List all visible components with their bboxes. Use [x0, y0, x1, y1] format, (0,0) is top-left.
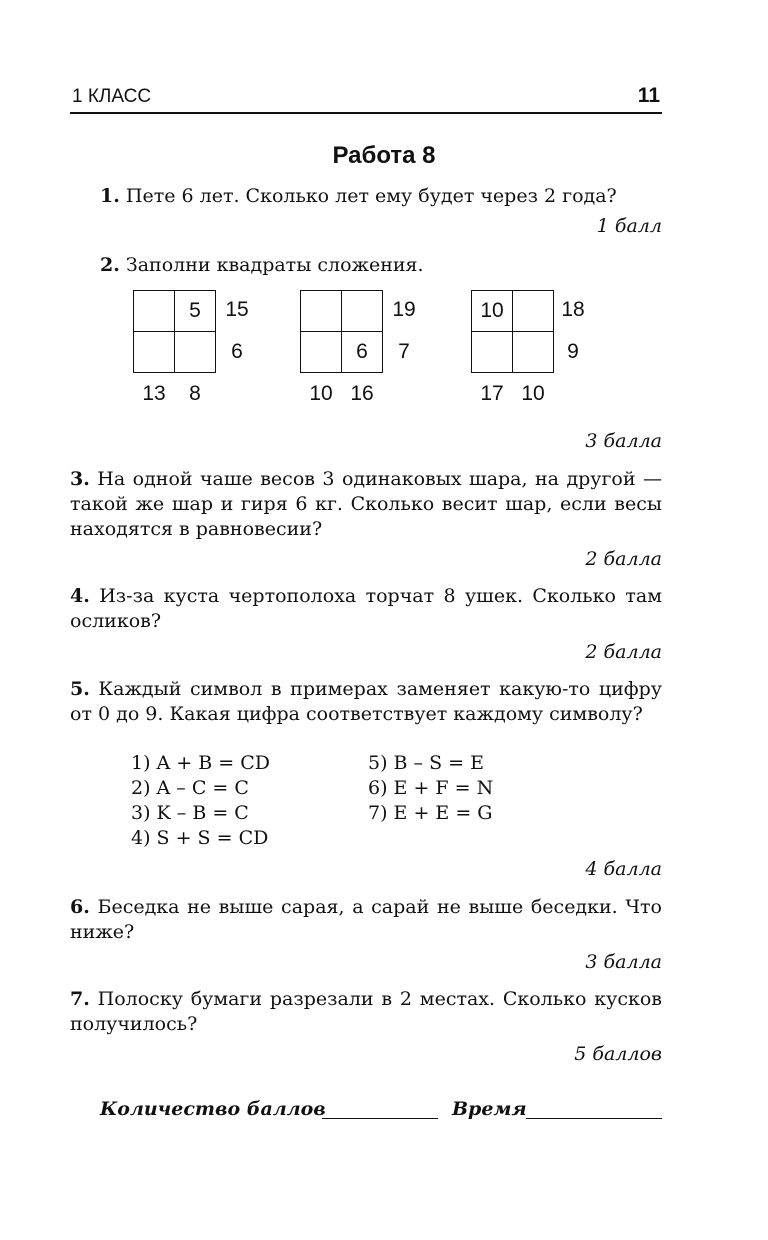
task-number: 6.: [70, 896, 90, 918]
task-4: [70, 584, 662, 634]
square-cell[interactable]: 10: [471, 290, 513, 332]
row-sum: 19: [392, 298, 416, 321]
page-title: Работа 8: [332, 142, 436, 169]
equation: 5) B – S = E: [368, 752, 484, 774]
row-sum: 18: [561, 298, 585, 321]
col-sum: 17: [480, 382, 504, 405]
square-cell[interactable]: [174, 331, 216, 373]
task-number: 1.: [100, 185, 120, 207]
square-cell[interactable]: [133, 290, 175, 332]
time-label: Время: [452, 1098, 527, 1120]
square-cell[interactable]: 6: [341, 331, 383, 373]
task-6: [70, 895, 662, 945]
task-2: [100, 253, 662, 278]
row-sum: 15: [225, 298, 249, 321]
square-cell[interactable]: [300, 290, 342, 332]
page-number: 11: [637, 84, 660, 107]
task-1: [100, 184, 662, 209]
task-3: [70, 467, 662, 542]
task-text: Пете 6 лет. Сколько лет ему будет через 2 года?: [125, 185, 617, 207]
task-7-points: 5 баллов: [574, 1043, 662, 1065]
equation: 3) K – B = C: [131, 802, 249, 824]
equation: 2) A – C = C: [131, 777, 249, 799]
page-header: [70, 84, 662, 114]
task-text: Из-за куста чертополоха торчат 8 ушек. Сколько там осликов?: [70, 585, 662, 632]
square-cell[interactable]: [133, 331, 175, 373]
col-sum: 13: [142, 382, 166, 405]
task-6-points: 3 балла: [585, 951, 662, 973]
score-footer: [100, 1098, 662, 1126]
task-7: [70, 987, 662, 1037]
square-cell[interactable]: 5: [174, 290, 216, 332]
task-number: 5.: [70, 678, 90, 700]
task-5: [70, 677, 662, 727]
equation: 4) S + S = CD: [131, 827, 269, 849]
task-text: Каждый символ в примерах заменяет какую-то цифру от 0 до 9. Какая цифра соответствует каждому символу?: [70, 678, 662, 725]
square-cell[interactable]: [341, 290, 383, 332]
task-4-points: 2 балла: [585, 641, 662, 663]
task-2-points: 3 балла: [585, 430, 662, 452]
equation: 1) A + B = CD: [131, 752, 270, 774]
task-number: 3.: [70, 468, 90, 490]
task-text: Полоску бумаги разрезали в 2 местах. Сколько кусков получилось?: [70, 988, 662, 1035]
score-input-line[interactable]: [322, 1118, 438, 1119]
equation: 7) E + E = G: [368, 802, 493, 824]
grade-label: 1 КЛАСС: [72, 86, 152, 107]
task-text: На одной чаше весов 3 одинаковых шара, на другой — такой же шар и гиря 6 кг. Сколько весит шар, если весы находятся в равновесии?: [70, 468, 662, 540]
row-sum: 7: [398, 340, 410, 363]
square-cell[interactable]: [471, 331, 513, 373]
time-input-line[interactable]: [526, 1118, 662, 1119]
task-number: 4.: [70, 585, 90, 607]
row-sum: 6: [231, 340, 243, 363]
task-text: Заполни квадраты сложения.: [125, 254, 424, 276]
task-1-points: 1 балл: [596, 215, 662, 237]
square-cell[interactable]: [300, 331, 342, 373]
task-text: Беседка не выше сарая, а сарай не выше беседки. Что ниже?: [70, 896, 662, 943]
task-3-points: 2 балла: [585, 548, 662, 570]
square-cell[interactable]: [512, 331, 554, 373]
col-sum: 16: [350, 382, 374, 405]
col-sum: 10: [309, 382, 333, 405]
equation: 6) E + F = N: [368, 777, 494, 799]
task-number: 7.: [70, 988, 90, 1010]
col-sum: 10: [521, 382, 545, 405]
square-cell[interactable]: [512, 290, 554, 332]
score-label: Количество баллов: [100, 1098, 326, 1120]
task-number: 2.: [100, 254, 120, 276]
col-sum: 8: [189, 382, 201, 405]
task-5-points: 4 балла: [585, 858, 662, 880]
row-sum: 9: [567, 340, 579, 363]
